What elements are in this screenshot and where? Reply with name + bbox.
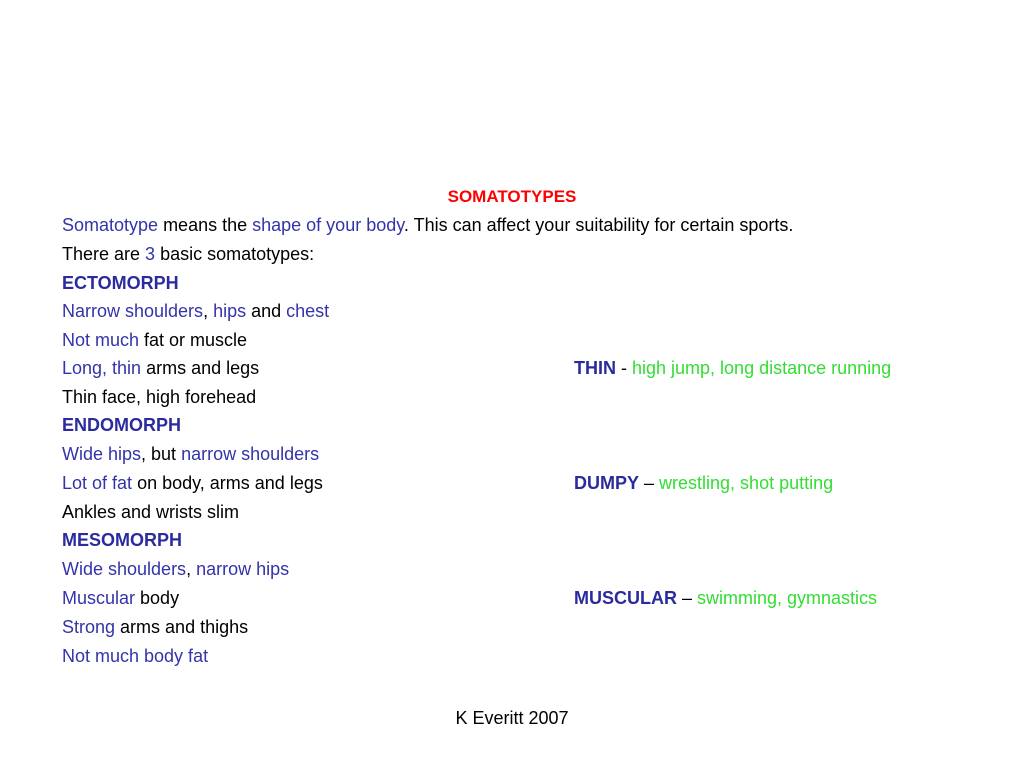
sport-text: high jump, long distance running (632, 358, 892, 378)
mesomorph-line-3 (62, 616, 248, 638)
text: on body, arms and legs (132, 473, 323, 493)
text: , (203, 301, 214, 321)
text: body (135, 588, 180, 608)
basic-count: 3 (145, 244, 156, 264)
endomorph-line-1 (62, 443, 319, 465)
keyword: narrow shoulders (181, 444, 320, 464)
intro-line (62, 214, 793, 236)
mesomorph-line-4: Not much body fat (62, 646, 209, 666)
ectomorph-heading: ECTOMORPH (62, 273, 179, 293)
basic-line (62, 243, 314, 265)
sport-label: DUMPY (574, 473, 640, 493)
keyword: Wide shoulders (62, 559, 187, 579)
intro-keyword-shape: shape of your body (252, 215, 404, 235)
ectomorph-line-4: Thin face, high forehead (62, 387, 257, 407)
text: , but (141, 444, 182, 464)
keyword: chest (286, 301, 330, 321)
endomorph-line-2 (62, 472, 323, 494)
endomorph-heading: ENDOMORPH (62, 415, 182, 435)
sport-sep: - (616, 358, 632, 378)
ectomorph-line-3 (62, 357, 259, 379)
ectomorph-line-1 (62, 300, 329, 322)
mesomorph-line-2 (62, 587, 179, 609)
text: , (186, 559, 197, 579)
text: fat or muscle (139, 330, 248, 350)
sport-text: swimming, gymnastics (697, 588, 878, 608)
keyword: Muscular (62, 588, 136, 608)
ectomorph-line-2 (62, 329, 247, 351)
page-title: SOMATOTYPES (447, 187, 577, 206)
keyword: narrow hips (196, 559, 290, 579)
text: arms and thighs (115, 617, 249, 637)
keyword: Long, thin (62, 358, 142, 378)
sport-sep: – (639, 473, 660, 493)
text: and (246, 301, 287, 321)
sport-label: MUSCULAR (574, 588, 677, 608)
keyword: Wide hips (62, 444, 142, 464)
keyword: Narrow shoulders (62, 301, 204, 321)
intro-text: means the (158, 215, 253, 235)
ectomorph-sport (574, 357, 891, 379)
intro-keyword-somatotype: Somatotype (62, 215, 159, 235)
endomorph-sport (574, 472, 833, 494)
keyword: Lot of fat (62, 473, 133, 493)
keyword: hips (213, 301, 247, 321)
keyword: Strong (62, 617, 116, 637)
mesomorph-line-1 (62, 558, 289, 580)
mesomorph-sport (574, 587, 877, 609)
text: arms and legs (141, 358, 260, 378)
intro-text-end: . This can affect your suitability for certain sports. (403, 215, 794, 235)
sport-label: THIN (574, 358, 616, 378)
footer-credit: K Everitt 2007 (455, 708, 569, 728)
keyword: Not much (62, 330, 140, 350)
basic-text-end: basic somatotypes: (155, 244, 315, 264)
basic-text: There are (62, 244, 146, 264)
sport-sep: – (677, 588, 698, 608)
sport-text: wrestling, shot putting (659, 473, 834, 493)
endomorph-line-3: Ankles and wrists slim (62, 502, 240, 522)
mesomorph-heading: MESOMORPH (62, 530, 183, 550)
